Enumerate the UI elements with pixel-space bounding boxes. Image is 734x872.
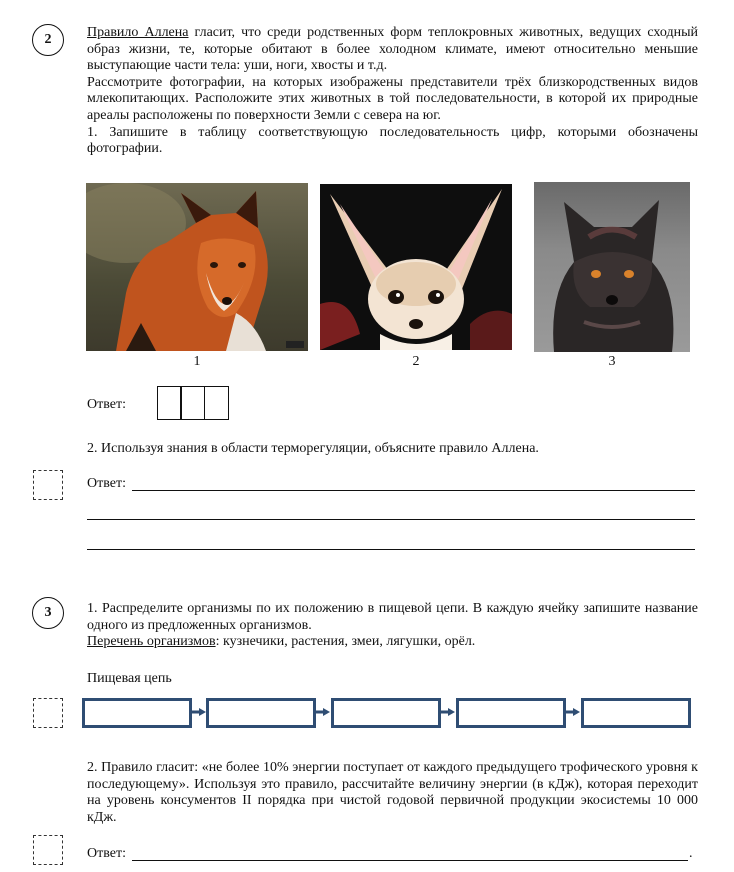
organisms-list-label: Перечень организмов [87, 634, 216, 650]
food-chain-box-4[interactable] [456, 698, 566, 728]
answer-1-label: Ответ: [87, 397, 126, 412]
organisms-list: : кузнечики, растения, змеи, лягушки, орёл. [215, 634, 476, 650]
answer-3-end: . [689, 846, 693, 861]
arrow-right-icon [192, 708, 206, 716]
answer-2-line-2[interactable] [87, 519, 695, 520]
food-chain-box-5[interactable] [581, 698, 691, 728]
q2-task2: 2. Используя знания в области терморегуляции, объясните правило Аллена. [87, 441, 539, 456]
q2-intro [87, 25, 698, 158]
photo-2-label: 2 [412, 354, 420, 369]
q3-task1: 1. Распределите организмы по их положению в пищевой цепи. В каждую ячейку запишите название одного из предложенных организмов. [87, 601, 698, 633]
score-box-q2-2 [33, 470, 63, 500]
score-box-q3-2 [33, 835, 63, 865]
food-chain-box-2[interactable] [206, 698, 316, 728]
answer-cell-1[interactable] [157, 386, 182, 420]
photo-3-label: 3 [608, 354, 616, 369]
arrow-right-icon [316, 708, 330, 716]
answer-2-line-3[interactable] [87, 549, 695, 550]
arrow-right-icon [441, 708, 455, 716]
q2-task1: 1. Запишите в таблицу соответствующую последовательность цифр, которыми обозначены фотографии. [87, 124, 698, 157]
question-number-3: 3 [32, 597, 64, 629]
q3-intro [87, 601, 698, 651]
score-box-q3-1 [33, 698, 63, 728]
food-chain-box-3[interactable] [331, 698, 441, 728]
photo-red-fox [86, 183, 308, 351]
photo-fennec-fox [320, 184, 512, 350]
allen-rule-term: Правило Аллена [87, 25, 189, 40]
q2-intro-text: гласит, что среди родственных форм теплокровных животных, ведущих сходный образ жизни, те, которые обитают в более холодном климате, имеют относительно меньшие выступающие части тела: уши, ноги, хвосты и т.д. [87, 25, 698, 74]
answer-3-line[interactable] [132, 860, 688, 861]
question-number-2: 2 [32, 24, 64, 56]
answer-2-line-1[interactable] [132, 490, 695, 491]
photo-arctic-fox [534, 182, 690, 352]
q2-para2: Рассмотрите фотографии, на которых изображены представители трёх близкородственных видов млекопитающих. Расположите этих животных в той последовательности, в которой их природные ареалы расположены по поверхности Земли с севера на юг. [87, 74, 698, 123]
answer-3-label: Ответ: [87, 846, 126, 861]
answer-2-label: Ответ: [87, 476, 126, 491]
answer-cell-2[interactable] [180, 386, 205, 420]
food-chain-title: Пищевая цепь [87, 671, 172, 686]
food-chain-box-1[interactable] [82, 698, 192, 728]
answer-cell-3[interactable] [204, 386, 229, 420]
photo-1-label: 1 [193, 354, 201, 369]
answer-1-cells [158, 386, 229, 420]
arrow-right-icon [566, 708, 580, 716]
q3-task2: 2. Правило гласит: «не более 10% энергии поступает от каждого предыдущего трофического уровня к последующему». Используя это правило, рассчитайте величину энергии (в кДж), которая переходит на уровень консументов II порядка при чистой годовой первичной продукции экосистемы 10 000 кДж. [87, 760, 698, 825]
